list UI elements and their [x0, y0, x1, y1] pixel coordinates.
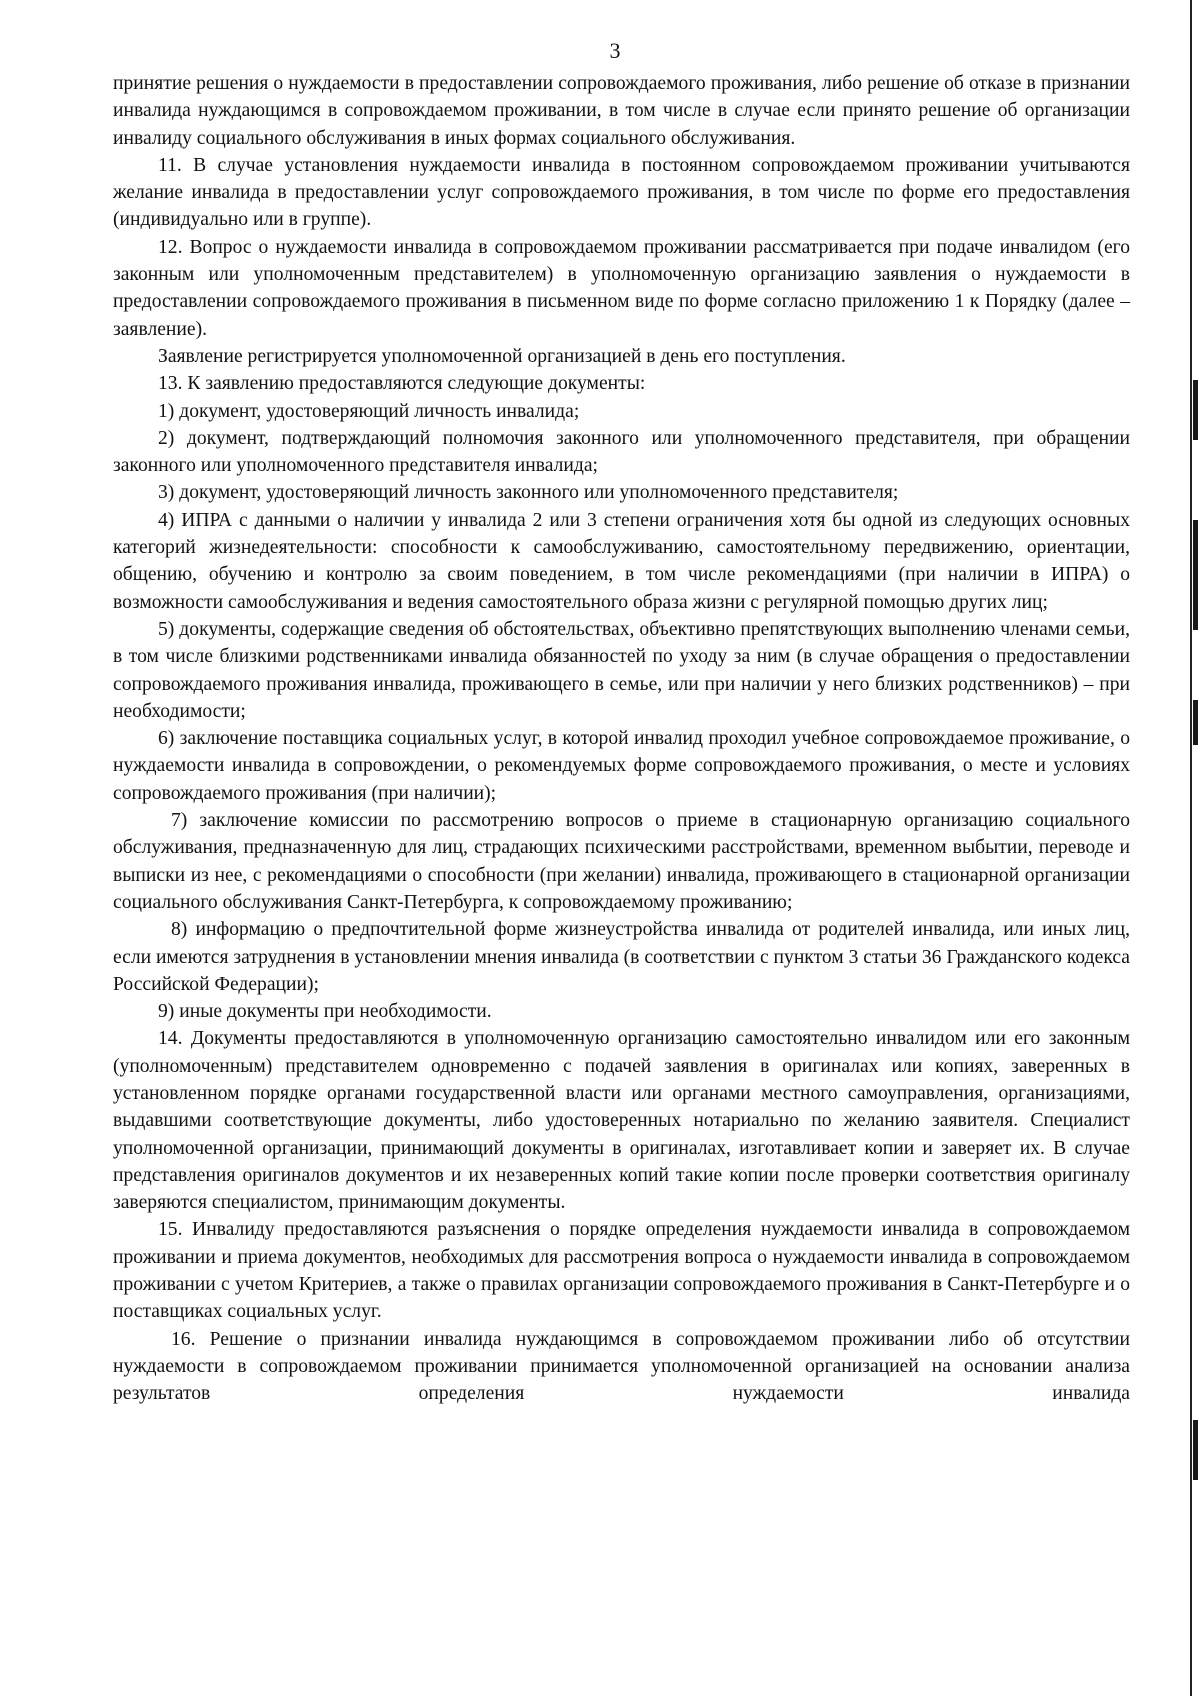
document-body — [113, 70, 1130, 1408]
list-item-4: 4) ИПРА с данными о наличии у инвалида 2 или 3 степени ограничения хотя бы одной из следующих основных категорий жизнедеятельности: способности к самообслуживанию, самостоятельному передвижению, ориентации, общению, обучению и контролю за своим поведением, в том числе рекомендациями (при наличии в ИПРА) о возможности самообслуживания и ведения самостоятельного образа жизни с регулярной помощью других лиц; — [113, 509, 1130, 613]
scan-edge-shadow — [1190, 0, 1200, 1696]
list-item-8: 8) информацию о предпочтительной форме жизнеустройства инвалида от родителей инвалида, или иных лиц, если имеются затруднения в установлении мнения инвалида (в соответствии с пунктом 3 статьи 36 Гражданского кодекса Российской Федерации); — [113, 919, 1130, 995]
paragraph-continuation: принятие решения о нуждаемости в предоставлении сопровождаемого проживания, либо решение об отказе в признании инвалида нуждающимся в сопровождаемом проживании, в том числе в случае если принято решение об организации инвалиду социального обслуживания в иных формах социального обслуживания. — [113, 73, 1130, 149]
list-item-6: 6) заключение поставщика социальных услуг, в которой инвалид проходил учебное сопровождаемое проживание, о нуждаемости инвалида в сопровождении, о рекомендуемых форме сопровождаемого проживания, о месте и условиях сопровождаемого проживания (при наличии); — [113, 728, 1130, 804]
paragraph-11: 11. В случае установления нуждаемости инвалида в постоянном сопровождаемом проживании учитываются желание инвалида в предоставлении услуг сопровождаемого проживания, в том числе по форме его предоставления (индивидуально или в группе). — [113, 154, 1130, 231]
paragraph-15: 15. Инвалиду предоставляются разъяснения о порядке определения нуждаемости инвалида в сопровождаемом проживании и приема документов, необходимых для рассмотрения вопроса о нуждаемости инвалида в сопровождаемом проживании с учетом Критериев, а также о правилах организации сопровождаемого проживания в Санкт-Петербурге и о поставщиках социальных услуг. — [113, 1219, 1130, 1323]
page-number: 3 — [609, 38, 621, 63]
paragraph-13: 13. К заявлению предоставляются следующие документы: — [158, 373, 646, 395]
list-item-2: 2) документ, подтверждающий полномочия законного или уполномоченного представителя, при обращении законного или уполномоченного представителя инвалида; — [113, 427, 1130, 477]
list-item-7: 7) заключение комиссии по рассмотрению вопросов о приеме в стационарную организацию социального обслуживания, предназначенную для лиц, страдающих психическими расстройствами, временном выбытии, переводе и выписки из нее, с рекомендациями о способности (при желании) инвалида, проживающего в стационарной организации социального обслуживания Санкт-Петербурга, к сопровождаемому проживанию; — [113, 810, 1130, 913]
list-item-3: 3) документ, удостоверяющий личность законного или уполномоченного представителя; — [158, 482, 899, 504]
list-item-5: 5) документы, содержащие сведения об обстоятельствах, объективно препятствующих выполнению членами семьи, в том числе близкими родственниками инвалида обязанностей по уходу за ним (в случае обращения о предоставлении сопровождаемого проживания инвалида, проживающего в семье, или при наличии у него близких родственников) – при необходимости; — [113, 618, 1130, 722]
list-item-9: 9) иные документы при необходимости. — [158, 1001, 492, 1023]
list-item-1: 1) документ, удостоверяющий личность инвалида; — [158, 400, 580, 422]
paragraph-registration: Заявление регистрируется уполномоченной организацией в день его поступления. — [158, 345, 846, 367]
paragraph-12: 12. Вопрос о нуждаемости инвалида в сопровождаемом проживании рассматривается при подаче инвалидом (его законным или уполномоченным представителем) в уполномоченную организацию заявления о нуждаемости в предоставлении сопровождаемого проживания в письменном виде по форме согласно приложению 1 к Порядку (далее – заявление). — [113, 236, 1130, 340]
paragraph-16: 16. Решение о признании инвалида нуждающимся в сопровождаемом проживании либо об отсутствии нуждаемости в сопровождаемом проживании принимается уполномоченной организацией на основании анализа результатов определения нуждаемости инвалида — [113, 1328, 1130, 1405]
paragraph-14: 14. Документы предоставляются в уполномоченную организацию самостоятельно инвалидом или его законным (уполномоченным) представителем одновременно с подачей заявления в оригиналах или копиях, заверенных в установленном порядке органами государственной власти или органами местного самоуправления, организациями, выдавшими соответствующие документы, либо удостоверенных нотариально по желанию заявителя. Специалист уполномоченной организации, принимающий документы в оригиналах, изготавливает копии и заверяет их. В случае представления оригиналов документов и их незаверенных копий такие копии после проверки соответствия оригиналу заверяются специалистом, принимающим документы. — [113, 1028, 1130, 1214]
